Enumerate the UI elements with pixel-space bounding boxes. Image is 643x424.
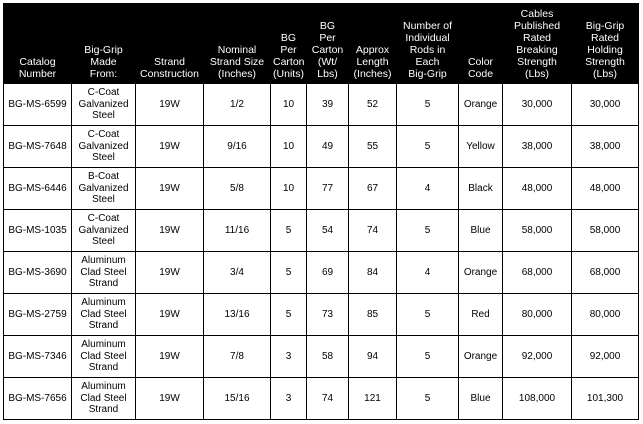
cell-length <box>349 294 397 336</box>
cell-nominal <box>204 294 271 336</box>
column-header-label: Strand Construction <box>140 56 199 80</box>
cell-bg-units <box>271 210 307 252</box>
cell-holding <box>572 126 639 168</box>
cell-value: 15/16 <box>224 392 250 404</box>
cell-color <box>459 378 503 420</box>
cell-rods <box>397 378 459 420</box>
cell-value: 74 <box>366 224 379 236</box>
cell-made-from <box>72 252 136 294</box>
cell-value: Blue <box>470 224 491 236</box>
cell-value: 73 <box>321 308 334 320</box>
cell-value: 30,000 <box>521 98 553 110</box>
table-row <box>4 168 639 210</box>
cell-value: 10 <box>282 98 295 110</box>
cell-bg-wt <box>307 378 349 420</box>
cell-holding <box>572 210 639 252</box>
cell-value: 5 <box>424 140 431 152</box>
cell-rods <box>397 252 459 294</box>
cell-value: 58,000 <box>521 224 553 236</box>
header-row <box>4 4 639 84</box>
cell-nominal <box>204 168 271 210</box>
cell-value: 5 <box>424 224 431 236</box>
cell-value: 121 <box>364 392 381 404</box>
cell-bg-units <box>271 336 307 378</box>
cell-breaking <box>503 336 572 378</box>
cell-color <box>459 126 503 168</box>
cell-value: Aluminum Clad Steel Strand <box>80 255 127 290</box>
cell-value: BG-MS-3690 <box>8 266 67 278</box>
cell-value: 84 <box>366 266 379 278</box>
cell-value: 19W <box>159 182 180 194</box>
cell-value: 80,000 <box>589 308 621 320</box>
column-header-holding <box>572 4 639 84</box>
spec-table-container <box>3 3 639 420</box>
cell-bg-wt <box>307 210 349 252</box>
column-header-rods <box>397 4 459 84</box>
cell-made-from <box>72 210 136 252</box>
column-header-label: Color Code <box>467 56 494 80</box>
cell-value: 48,000 <box>521 182 553 194</box>
cell-rods <box>397 294 459 336</box>
table-row <box>4 378 639 420</box>
column-header-strand <box>136 4 204 84</box>
cell-value: BG-MS-2759 <box>8 308 67 320</box>
table-row <box>4 126 639 168</box>
column-header-catalog <box>4 4 72 84</box>
cell-catalog <box>4 294 72 336</box>
cell-value: Yellow <box>466 140 495 152</box>
cell-value: 108,000 <box>518 392 556 404</box>
cell-rods <box>397 336 459 378</box>
column-header-label: Cables Published Rated Breaking Strength (Lbs) <box>513 8 561 80</box>
cell-value: 19W <box>159 224 180 236</box>
cell-value: BG-MS-7656 <box>8 392 67 404</box>
cell-bg-wt <box>307 336 349 378</box>
cell-value: 92,000 <box>521 350 553 362</box>
cell-holding <box>572 252 639 294</box>
cell-catalog <box>4 126 72 168</box>
cell-value: C-Coat Galvanized Steel <box>78 213 129 248</box>
cell-rods <box>397 210 459 252</box>
table-row <box>4 336 639 378</box>
cell-value: 5 <box>424 308 431 320</box>
cell-value: 4 <box>424 266 431 278</box>
cell-strand <box>136 294 204 336</box>
cell-value: 7/8 <box>230 350 244 362</box>
column-header-label: Nominal Strand Size (Inches) <box>209 44 265 80</box>
cell-value: 30,000 <box>589 98 621 110</box>
column-header-label: Big-Grip Made From: <box>84 44 123 80</box>
cell-color <box>459 210 503 252</box>
cell-value: 92,000 <box>589 350 621 362</box>
cell-value: BG-MS-7346 <box>8 350 67 362</box>
cell-breaking <box>503 252 572 294</box>
cell-value: 19W <box>159 308 180 320</box>
cell-value: 3 <box>285 350 292 362</box>
cell-breaking <box>503 294 572 336</box>
cell-nominal <box>204 336 271 378</box>
cell-length <box>349 168 397 210</box>
column-header-made-from <box>72 4 136 84</box>
column-header-length <box>349 4 397 84</box>
cell-value: C-Coat Galvanized Steel <box>78 87 129 122</box>
cell-value: 11/16 <box>224 224 250 236</box>
cell-value: Black <box>468 182 493 194</box>
cell-rods <box>397 168 459 210</box>
cell-bg-units <box>271 126 307 168</box>
cell-value: BG-MS-7648 <box>8 140 67 152</box>
cell-value: 10 <box>282 140 295 152</box>
cell-bg-units <box>271 84 307 126</box>
cell-value: 1/2 <box>230 98 244 110</box>
cell-strand <box>136 84 204 126</box>
cell-catalog <box>4 84 72 126</box>
cell-value: 52 <box>366 98 379 110</box>
cell-value: 68,000 <box>521 266 553 278</box>
cell-value: 58,000 <box>589 224 621 236</box>
cell-holding <box>572 378 639 420</box>
cell-bg-wt <box>307 252 349 294</box>
column-header-label: Big-Grip Rated Holding Strength (Lbs) <box>585 20 625 80</box>
cell-value: 67 <box>366 182 379 194</box>
cell-length <box>349 252 397 294</box>
cell-bg-wt <box>307 294 349 336</box>
cell-made-from <box>72 336 136 378</box>
cell-rods <box>397 126 459 168</box>
cell-value: 85 <box>366 308 379 320</box>
cell-bg-wt <box>307 84 349 126</box>
cell-color <box>459 168 503 210</box>
cell-breaking <box>503 378 572 420</box>
cell-value: 55 <box>366 140 379 152</box>
cell-value: 74 <box>321 392 334 404</box>
cell-strand <box>136 378 204 420</box>
cell-breaking <box>503 84 572 126</box>
column-header-breaking <box>503 4 572 84</box>
cell-value: 19W <box>159 350 180 362</box>
cell-holding <box>572 168 639 210</box>
table-row <box>4 294 639 336</box>
cell-bg-units <box>271 168 307 210</box>
column-header-nominal <box>204 4 271 84</box>
cell-value: BG-MS-6599 <box>8 98 67 110</box>
cell-bg-units <box>271 378 307 420</box>
cell-value: Orange <box>463 266 498 278</box>
cell-value: Red <box>471 308 490 320</box>
cell-bg-wt <box>307 126 349 168</box>
cell-nominal <box>204 378 271 420</box>
cell-value: 5/8 <box>230 182 244 194</box>
cell-catalog <box>4 168 72 210</box>
cell-catalog <box>4 210 72 252</box>
cell-nominal <box>204 210 271 252</box>
table-row <box>4 252 639 294</box>
cell-value: 10 <box>282 182 295 194</box>
cell-value: 13/16 <box>224 308 250 320</box>
column-header-bg-wt <box>307 4 349 84</box>
cell-color <box>459 252 503 294</box>
cell-value: 94 <box>366 350 379 362</box>
cell-bg-units <box>271 252 307 294</box>
cell-value: 19W <box>159 140 180 152</box>
cell-value: Aluminum Clad Steel Strand <box>80 339 127 374</box>
cell-nominal <box>204 252 271 294</box>
column-header-label: Approx Length (Inches) <box>353 44 392 80</box>
cell-value: 5 <box>424 98 431 110</box>
big-grip-spec-table <box>3 3 639 420</box>
cell-value: 3 <box>285 392 292 404</box>
cell-value: 68,000 <box>589 266 621 278</box>
cell-holding <box>572 294 639 336</box>
cell-value: 80,000 <box>521 308 553 320</box>
cell-value: Orange <box>463 98 498 110</box>
cell-value: Aluminum Clad Steel Strand <box>80 297 127 332</box>
cell-bg-units <box>271 294 307 336</box>
cell-value: 19W <box>159 266 180 278</box>
cell-nominal <box>204 126 271 168</box>
cell-value: 19W <box>159 392 180 404</box>
table-row <box>4 210 639 252</box>
table-body <box>4 84 639 420</box>
cell-made-from <box>72 84 136 126</box>
cell-rods <box>397 84 459 126</box>
cell-holding <box>572 84 639 126</box>
cell-value: 77 <box>321 182 334 194</box>
cell-value: 49 <box>321 140 334 152</box>
table-header <box>4 4 639 84</box>
cell-strand <box>136 336 204 378</box>
cell-value: 58 <box>321 350 334 362</box>
cell-length <box>349 210 397 252</box>
cell-value: 48,000 <box>589 182 621 194</box>
cell-value: BG-MS-1035 <box>8 224 67 236</box>
column-header-label: Catalog Number <box>18 56 57 80</box>
cell-length <box>349 84 397 126</box>
cell-value: 5 <box>285 224 292 236</box>
cell-length <box>349 378 397 420</box>
cell-strand <box>136 210 204 252</box>
cell-breaking <box>503 168 572 210</box>
table-row <box>4 84 639 126</box>
cell-color <box>459 294 503 336</box>
cell-value: 54 <box>321 224 334 236</box>
cell-length <box>349 336 397 378</box>
cell-value: 5 <box>424 392 431 404</box>
cell-value: 4 <box>424 182 431 194</box>
cell-value: 39 <box>321 98 334 110</box>
cell-value: 3/4 <box>230 266 244 278</box>
column-header-label: BG Per Carton (Wt/ Lbs) <box>311 20 344 80</box>
cell-holding <box>572 336 639 378</box>
cell-made-from <box>72 378 136 420</box>
cell-value: 5 <box>424 350 431 362</box>
cell-value: B-Coat Galvanized Steel <box>78 171 129 206</box>
cell-length <box>349 126 397 168</box>
cell-value: Orange <box>463 350 498 362</box>
cell-value: 19W <box>159 98 180 110</box>
cell-value: 5 <box>285 266 292 278</box>
cell-breaking <box>503 210 572 252</box>
cell-strand <box>136 252 204 294</box>
column-header-bg-units <box>271 4 307 84</box>
cell-made-from <box>72 168 136 210</box>
column-header-color <box>459 4 503 84</box>
cell-value: 9/16 <box>227 140 247 152</box>
cell-strand <box>136 168 204 210</box>
cell-value: 5 <box>285 308 292 320</box>
cell-catalog <box>4 336 72 378</box>
cell-value: C-Coat Galvanized Steel <box>78 129 129 164</box>
cell-value: 38,000 <box>521 140 553 152</box>
cell-value: 69 <box>321 266 334 278</box>
cell-strand <box>136 126 204 168</box>
cell-value: Blue <box>470 392 491 404</box>
cell-value: BG-MS-6446 <box>8 182 67 194</box>
cell-value: 101,300 <box>586 392 624 404</box>
column-header-label: Number of Individual Rods in Each Big-Grip <box>402 20 453 80</box>
cell-made-from <box>72 126 136 168</box>
cell-catalog <box>4 252 72 294</box>
cell-made-from <box>72 294 136 336</box>
cell-catalog <box>4 378 72 420</box>
cell-bg-wt <box>307 168 349 210</box>
cell-color <box>459 336 503 378</box>
cell-value: 38,000 <box>589 140 621 152</box>
column-header-label: BG Per Carton (Units) <box>273 32 305 80</box>
cell-nominal <box>204 84 271 126</box>
cell-breaking <box>503 126 572 168</box>
cell-value: Aluminum Clad Steel Strand <box>80 381 127 416</box>
cell-color <box>459 84 503 126</box>
